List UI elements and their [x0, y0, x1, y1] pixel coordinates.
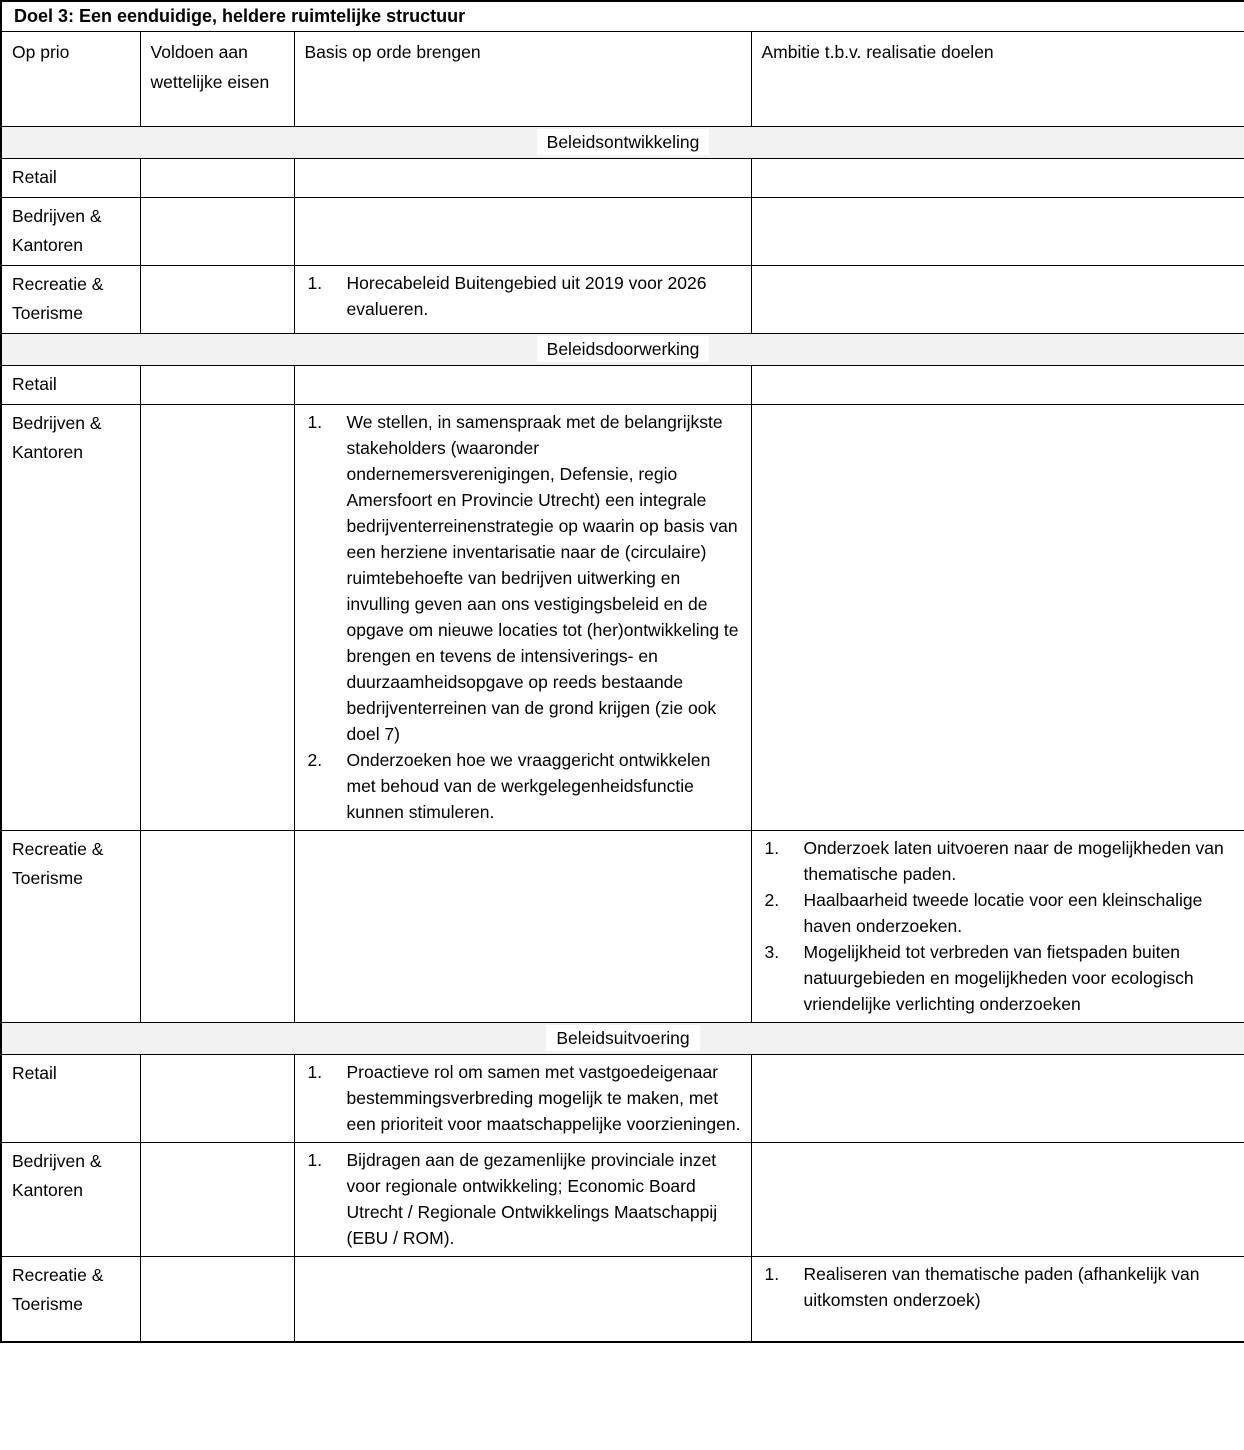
section-header-cell [1, 334, 1244, 366]
table-row-beleidsuitvoering-bedrijven-kantoren [1, 1143, 1244, 1257]
list-item [305, 270, 741, 322]
section-header-cell [1, 1023, 1244, 1055]
ambitie-realisatie-doelen-cell [751, 1257, 1244, 1342]
section-header-cell [1, 127, 1244, 159]
basis-op-orde-brengen-cell [294, 1055, 751, 1143]
list-item-text: Onderzoeken hoe we vraaggericht ontwikkelen met behoud van de werkgelegenheidsfunctie kunnen stimuleren. [346, 750, 711, 822]
col-header-op-prio: Op prio [1, 32, 140, 127]
category-cell: Bedrijven & Kantoren [1, 405, 140, 831]
list-item-number: 1. [307, 1062, 323, 1082]
numbered-list [305, 409, 741, 825]
col-header-basis-op-orde-brengen: Basis op orde brengen [294, 32, 751, 127]
voldoen-aan-wettelijke-eisen-cell [140, 159, 294, 198]
basis-op-orde-brengen-cell [294, 1143, 751, 1257]
numbered-list [305, 1147, 741, 1251]
list-item-text: Haalbaarheid tweede locatie voor een kleinschalige haven onderzoeken. [803, 890, 1203, 936]
category-cell: Bedrijven & Kantoren [1, 1143, 140, 1257]
table-row-beleidsontwikkeling-recreatie-toerisme [1, 266, 1244, 334]
basis-op-orde-brengen-cell [294, 366, 751, 405]
voldoen-aan-wettelijke-eisen-cell [140, 1143, 294, 1257]
ambitie-realisatie-doelen-cell [751, 198, 1244, 266]
table-row-beleidsontwikkeling-bedrijven-kantoren [1, 198, 1244, 266]
list-item-text: Bijdragen aan de gezamenlijke provinciale inzet voor regionale ontwikkeling; Economic Board Utrecht / Regionale Ontwikkelings Maatschappij (EBU / ROM). [346, 1150, 718, 1248]
list-item [305, 409, 741, 747]
section-header-label: Beleidsontwikkeling [537, 129, 710, 155]
basis-op-orde-brengen-cell [294, 831, 751, 1023]
numbered-list [305, 1059, 741, 1137]
table-row-beleidsdoorwerking-retail [1, 366, 1244, 405]
list-item-text: Mogelijkheid tot verbreden van fietspaden buiten natuurgebieden en mogelijkheden voor ecologisch vriendelijke verlichting onderzoeken [803, 942, 1194, 1014]
list-item [762, 887, 1235, 939]
section-header-label: Beleidsdoorwerking [537, 336, 710, 362]
list-item-text: We stellen, in samenspraak met de belangrijkste stakeholders (waaronder ondernemersverenigingen, Defensie, regio Amersfoort en Provincie Utrecht) een integrale bedrijventerreinenstrategie op waarin op basis van een herziene inventarisatie naar de (circulaire) ruimtebehoefte van bedrijven uitwerking en invulling geven aan ons vestigingsbeleid en de opgave om nieuwe locaties tot (her)ontwikkeling te brengen en tevens de intensiverings- en duurzaamheidsopgave op reeds bestaande bedrijventerreinen van de grond krijgen (zie ook doel 7) [346, 412, 739, 744]
list-item [305, 1059, 741, 1137]
col-header-ambitie-realisatie-doelen: Ambitie t.b.v. realisatie doelen [751, 32, 1244, 127]
table-row-beleidsdoorwerking-recreatie-toerisme [1, 831, 1244, 1023]
voldoen-aan-wettelijke-eisen-cell [140, 1055, 294, 1143]
ambitie-realisatie-doelen-cell [751, 1143, 1244, 1257]
voldoen-aan-wettelijke-eisen-cell [140, 1257, 294, 1342]
list-item-number: 1. [307, 1150, 323, 1170]
category-cell: Retail [1, 159, 140, 198]
ambitie-realisatie-doelen-cell [751, 159, 1244, 198]
list-item [762, 939, 1235, 1017]
table-row-beleidsuitvoering-retail [1, 1055, 1244, 1143]
col-header-voldoen-aan-wettelijke-eisen: Voldoen aan wettelijke eisen [140, 32, 294, 127]
list-item-number: 2. [307, 750, 323, 770]
table-title: Doel 3: Een eenduidige, heldere ruimtelijke structuur [1, 1, 1244, 32]
voldoen-aan-wettelijke-eisen-cell [140, 405, 294, 831]
voldoen-aan-wettelijke-eisen-cell [140, 198, 294, 266]
list-item [762, 1261, 1235, 1313]
basis-op-orde-brengen-cell [294, 266, 751, 334]
category-cell: Recreatie & Toerisme [1, 831, 140, 1023]
list-item-number: 1. [307, 273, 323, 293]
section-header-row-beleidsontwikkeling [1, 127, 1244, 159]
section-header-row-beleidsdoorwerking [1, 334, 1244, 366]
voldoen-aan-wettelijke-eisen-cell [140, 831, 294, 1023]
category-cell: Bedrijven & Kantoren [1, 198, 140, 266]
table-body [1, 127, 1244, 1342]
section-header-row-beleidsuitvoering [1, 1023, 1244, 1055]
table-row-beleidsontwikkeling-retail [1, 159, 1244, 198]
list-item-number: 3. [764, 942, 780, 962]
basis-op-orde-brengen-cell [294, 198, 751, 266]
category-cell: Retail [1, 366, 140, 405]
ambitie-realisatie-doelen-cell [751, 366, 1244, 405]
list-item [305, 1147, 741, 1251]
list-item-number: 2. [764, 890, 780, 910]
list-item-text: Realiseren van thematische paden (afhankelijk van uitkomsten onderzoek) [803, 1264, 1200, 1310]
numbered-list [305, 270, 741, 322]
ambitie-realisatie-doelen-cell [751, 405, 1244, 831]
column-header-row [1, 32, 1244, 127]
table-row-beleidsuitvoering-recreatie-toerisme [1, 1257, 1244, 1342]
list-item-text: Horecabeleid Buitengebied uit 2019 voor 2026 evalueren. [346, 273, 707, 319]
list-item-text: Proactieve rol om samen met vastgoedeigenaar bestemmingsverbreding mogelijk te maken, met een prioriteit voor maatschappelijke voorzieningen. [346, 1062, 741, 1134]
list-item-number: 1. [764, 1264, 780, 1284]
category-cell: Recreatie & Toerisme [1, 266, 140, 334]
category-cell: Retail [1, 1055, 140, 1143]
table-row-beleidsdoorwerking-bedrijven-kantoren [1, 405, 1244, 831]
ambitie-realisatie-doelen-cell [751, 266, 1244, 334]
table-title-row [1, 1, 1244, 32]
list-item [305, 747, 741, 825]
basis-op-orde-brengen-cell [294, 1257, 751, 1342]
numbered-list [762, 835, 1235, 1017]
list-item-number: 1. [764, 838, 780, 858]
list-item-text: Onderzoek laten uitvoeren naar de mogelijkheden van thematische paden. [803, 838, 1224, 884]
category-cell: Recreatie & Toerisme [1, 1257, 140, 1342]
numbered-list [762, 1261, 1235, 1313]
section-header-label: Beleidsuitvoering [546, 1025, 699, 1051]
basis-op-orde-brengen-cell [294, 405, 751, 831]
voldoen-aan-wettelijke-eisen-cell [140, 266, 294, 334]
list-item [762, 835, 1235, 887]
list-item-number: 1. [307, 412, 323, 432]
ambitie-realisatie-doelen-cell [751, 831, 1244, 1023]
ambitie-realisatie-doelen-cell [751, 1055, 1244, 1143]
basis-op-orde-brengen-cell [294, 159, 751, 198]
voldoen-aan-wettelijke-eisen-cell [140, 366, 294, 405]
